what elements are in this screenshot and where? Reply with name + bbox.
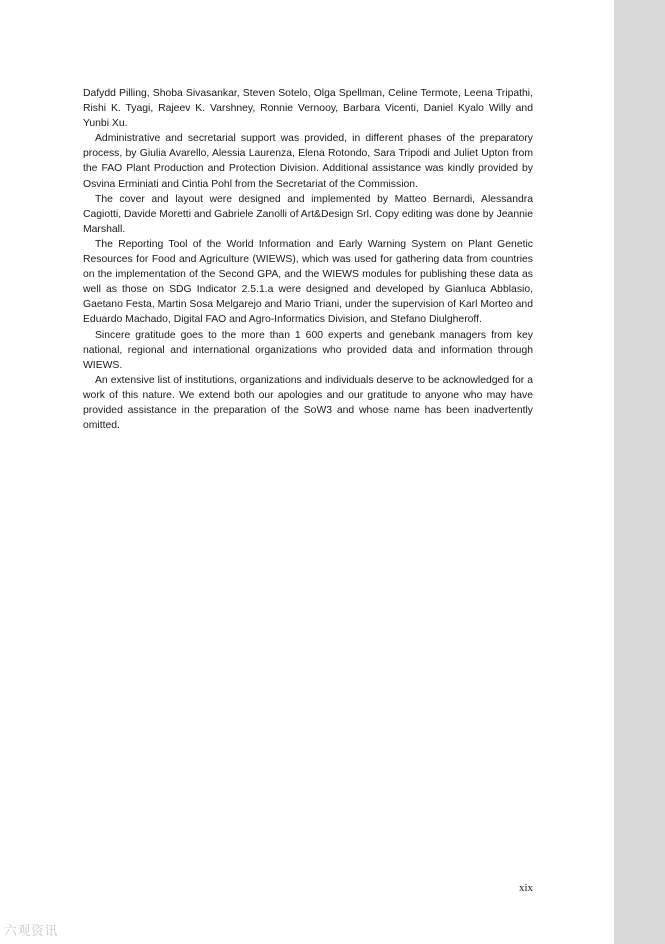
watermark: 六观资讯	[4, 924, 59, 939]
margin-band	[614, 0, 665, 944]
paragraph-contributors-continued: Dafydd Pilling, Shoba Sivasankar, Steven Sotelo, Olga Spellman, Celine Termote, Leena Tripathi, Rishi K. Tyagi, Rajeev K. Varshney, Ronnie Vernooy, Barbara Vicenti, Daniel Kyalo Willy and Yunbi Xu.	[83, 88, 533, 130]
paragraph-cover-layout: The cover and layout were designed and implemented by Matteo Bernardi, Alessandra Cagiotti, Davide Moretti and Gabriele Zanolli of Art&Design Srl. Copy editing was done by Jeannie Marshall.	[83, 193, 533, 235]
paragraph-apologies: An extensive list of institutions, organizations and individuals deserve to be acknowledged for a work of this nature. We extend both our apologies and our gratitude to anyone who may have provided assistance in the preparation of the SoW3 and whose name has been inadvertently omitted.	[83, 374, 533, 432]
acknowledgements-text	[83, 86, 533, 433]
paragraph-gratitude: Sincere gratitude goes to the more than 1 600 experts and genebank managers from key national, regional and international organizations who provided data and information through WIEWS.	[83, 329, 533, 371]
paragraph-administrative-support: Administrative and secretarial support was provided, in different phases of the preparatory process, by Giulia Avarello, Alessia Laurenza, Elena Rotondo, Sara Tripodi and Juliet Upton from the FAO Plant Production and Protection Division. Additional assistance was kindly provided by Osvina Erminiati and Cintia Pohl from the Secretariat of the Commission.	[83, 133, 533, 190]
paragraph-reporting-tool: The Reporting Tool of the World Information and Early Warning System on Plant Genetic Resources for Food and Agriculture (WIEWS), which was used for gathering data from countries on the implementation of the Second GPA, and the WIEWS modules for publishing these data as well as those on SDG Indicator 2.5.1.a were designed and developed by Gianluca Abblasio, Gaetano Festa, Martin Sosa Melgarejo and Mario Triani, under the supervision of Karl Morteo and Eduardo Machado, Digital FAO and Agro-Informatics Division, and Stefano Diulgheroff.	[83, 238, 533, 326]
page-number: xix	[518, 882, 533, 894]
